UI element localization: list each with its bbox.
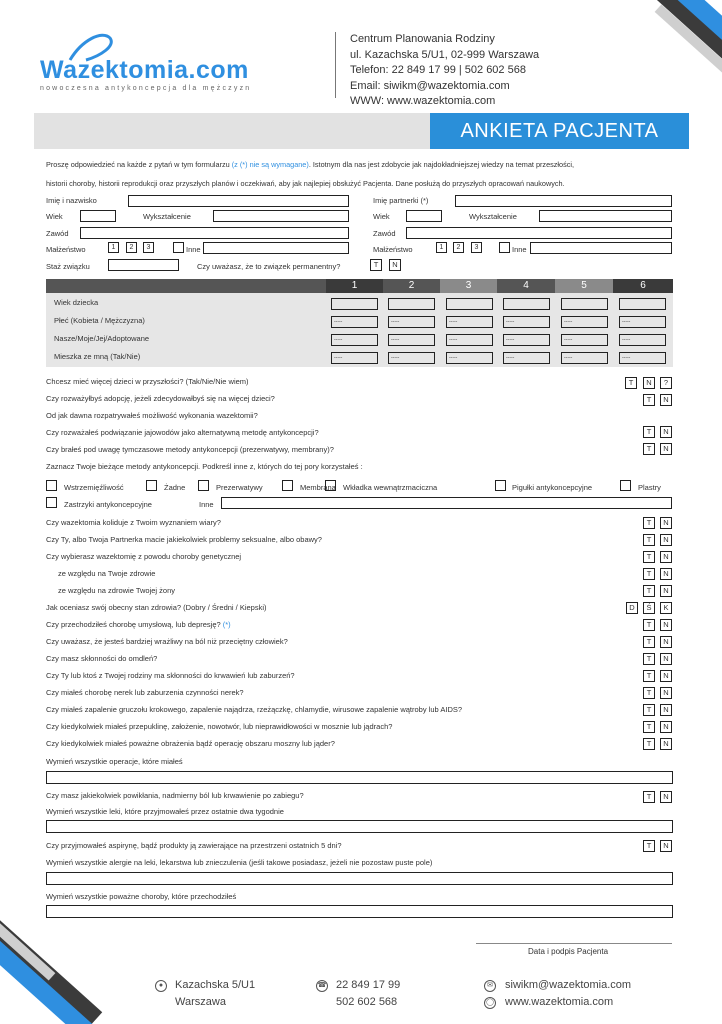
partner-marriage-other-input[interactable]: [530, 242, 672, 254]
question-10-option-1[interactable]: T: [643, 670, 655, 682]
question-text-8: Czy uważasz, że jesteś bardziej wrażliwy na ból niż przeciętny człowiek?: [46, 637, 288, 646]
question-5-option-1[interactable]: T: [643, 585, 655, 597]
child-input-r3-c3[interactable]: -----: [446, 334, 493, 346]
question-text-11: Czy miałeś chorobę nerek lub zaburzenia czynności nerek?: [46, 688, 244, 697]
method-checkbox-5[interactable]: [325, 480, 336, 491]
complications-yes[interactable]: T: [643, 791, 655, 803]
org-email: Email: siwikm@wazektomia.com: [350, 79, 510, 92]
question-12: [46, 705, 462, 714]
method-label-2: Żadne: [164, 483, 186, 492]
question-12-option-2[interactable]: N: [660, 704, 672, 716]
child-input-r2-c6[interactable]: -----: [619, 316, 666, 328]
child-input-r4-c5[interactable]: -----: [561, 352, 608, 364]
partner-marriage-other-label: Inne: [512, 245, 527, 254]
marriage-other-input[interactable]: [203, 242, 349, 254]
question-11: [46, 688, 244, 697]
question-9-option-2[interactable]: N: [660, 653, 672, 665]
method-checkbox-1[interactable]: [46, 480, 57, 491]
question-8-option-1[interactable]: T: [643, 636, 655, 648]
child-input-r1-c6[interactable]: [619, 298, 666, 310]
question-how-long: Od jak dawna rozpatrywałeś możliwość wykonania wazektomii?: [46, 411, 258, 420]
education-input[interactable]: [213, 210, 349, 222]
meds-input[interactable]: [46, 820, 673, 833]
child-row-lives-with: Mieszka ze mną (Tak/Nie): [54, 352, 141, 361]
child-col-2: 2: [383, 279, 440, 293]
child-input-r4-c6[interactable]: -----: [619, 352, 666, 364]
child-input-r1-c5[interactable]: [561, 298, 608, 310]
child-input-r3-c6[interactable]: -----: [619, 334, 666, 346]
question-2-option-2[interactable]: N: [660, 534, 672, 546]
child-input-r2-c3[interactable]: -----: [446, 316, 493, 328]
more-children-yes[interactable]: T: [625, 377, 637, 389]
org-www: WWW: www.wazektomia.com: [350, 95, 496, 107]
name-label: Imię i nazwisko: [46, 196, 97, 205]
question-text-7: Czy przechodziłeś chorobę umysłową, lub depresję?: [46, 620, 223, 629]
child-col-4: 4: [497, 279, 555, 293]
child-col-5: 5: [555, 279, 613, 293]
question-11-option-2[interactable]: N: [660, 687, 672, 699]
child-col-6: 6: [613, 279, 673, 293]
partner-age-label: Wiek: [373, 212, 390, 221]
aspirin-question: Czy przyjmowałeś aspirynę, bądź produkty ją zawierające na przestrzeni ostatnich 5 dni?: [46, 841, 342, 850]
partner-occupation-input[interactable]: [406, 227, 672, 239]
child-input-r4-c3[interactable]: -----: [446, 352, 493, 364]
partner-marriage-other-checkbox[interactable]: [499, 242, 510, 253]
question-temporary: Czy brałeś pod uwagę tymczasowe metody antykoncepcji (prezerwatywy, membrany)?: [46, 445, 334, 454]
more-children-unsure[interactable]: ?: [660, 377, 672, 389]
question-5-option-2[interactable]: N: [660, 585, 672, 597]
method-checkbox-6[interactable]: [495, 480, 506, 491]
question-adoption: Czy rozważyłbyś adopcję, jeżeli zdecydowałbyś się na więcej dzieci?: [46, 394, 275, 403]
question-text-12: Czy miałeś zapalenie gruczołu krokowego, zapalenie najądrza, rzeżączkę, chlamydie, wirusowe zapalenie wątroby lub AIDS?: [46, 705, 463, 714]
question-13: [46, 722, 392, 731]
education-label: Wykształcenie: [143, 212, 191, 221]
question-4: [58, 569, 155, 578]
method-checkbox-4[interactable]: [282, 480, 293, 491]
question-14-option-2[interactable]: N: [660, 738, 672, 750]
logo-tagline: nowoczesna antykoncepcja dla mężczyzn: [40, 85, 252, 92]
question-5: [58, 586, 175, 595]
question-14-option-1[interactable]: T: [643, 738, 655, 750]
logo-text: Wazektomia.com: [40, 56, 249, 84]
child-input-r3-c2[interactable]: -----: [388, 334, 435, 346]
header-contact: [350, 32, 539, 110]
permanent-yes[interactable]: T: [370, 259, 382, 271]
complications-question: Czy masz jakiekolwiek powikłania, nadmierny ból lub krwawienie po zabiegu?: [46, 791, 304, 800]
child-input-r4-c2[interactable]: -----: [388, 352, 435, 364]
child-input-r2-c5[interactable]: -----: [561, 316, 608, 328]
method-checkbox-3[interactable]: [198, 480, 209, 491]
adoption-yes[interactable]: T: [643, 394, 655, 406]
age-label: Wiek: [46, 212, 63, 221]
child-input-r2-c1[interactable]: -----: [331, 316, 378, 328]
partner-marriage-label: Małżeństwo: [373, 245, 413, 254]
question-text-2: Czy Ty, albo Twoja Partnerka macie jakiekolwiek problemy seksualne, albo obawy?: [46, 535, 322, 544]
question-13-option-2[interactable]: N: [660, 721, 672, 733]
question-text-4: ze względu na Twoje zdrowie: [58, 569, 156, 578]
occupation-input[interactable]: [80, 227, 349, 239]
meds-label: Wymień wszystkie leki, które przyjmowałeś przez ostatnie dwa tygodnie: [46, 807, 284, 816]
marriage-label: Małżeństwo: [46, 245, 86, 254]
question-10-option-2[interactable]: N: [660, 670, 672, 682]
aspirin-yes[interactable]: T: [643, 840, 655, 852]
question-text-1: Czy wazektomia koliduje z Twoim wyznaniem wiary?: [46, 518, 221, 527]
operations-label: Wymień wszystkie operacje, które miałeś: [46, 757, 183, 766]
permanent-no[interactable]: N: [389, 259, 401, 271]
question-text-5: ze względu na zdrowie Twojej żony: [58, 586, 176, 595]
partner-marriage-option-2[interactable]: 2: [453, 242, 464, 253]
marriage-other-checkbox[interactable]: [173, 242, 184, 253]
child-input-r1-c3[interactable]: [446, 298, 493, 310]
child-input-r1-c4[interactable]: [503, 298, 550, 310]
question-6: [46, 603, 267, 612]
child-input-r3-c5[interactable]: -----: [561, 334, 608, 346]
partner-marriage-option-1[interactable]: 1: [436, 242, 447, 253]
signature-line[interactable]: [476, 943, 672, 944]
intro-optional-note: (z (*) nie są wymagane): [231, 160, 309, 169]
question-6-option-3[interactable]: K: [660, 602, 672, 614]
globe-icon: ◯: [484, 997, 496, 1009]
marriage-option-3[interactable]: 3: [143, 242, 154, 253]
method-label-5: Wkładka wewnątrzmaciczna: [343, 483, 438, 492]
allergies-label: Wymień wszystkie alergie na leki, lekarstwa lub znieczulenia (jeśli takowe posiadasz, jeżeli nie pozostaw puste pole): [46, 858, 433, 867]
question-9-option-1[interactable]: T: [643, 653, 655, 665]
method-injections-checkbox[interactable]: [46, 497, 57, 508]
method-label-1: Wstrzemięźliwość: [64, 483, 124, 492]
occupation-label: Zawód: [46, 229, 69, 238]
method-other-label: Inne: [199, 500, 214, 509]
marriage-other-label: Inne: [186, 245, 201, 254]
partner-name-input[interactable]: [455, 195, 672, 207]
question-8-option-2[interactable]: N: [660, 636, 672, 648]
footer-address-1: Kazachska 5/U1: [175, 979, 256, 991]
child-input-r1-c1[interactable]: [331, 298, 378, 310]
question-text-3: Czy wybierasz wazektomię z powodu choroby genetycznej: [46, 552, 242, 561]
logo: [40, 56, 251, 92]
child-input-r2-c4[interactable]: -----: [503, 316, 550, 328]
method-checkbox-2[interactable]: [146, 480, 157, 491]
child-row-relation: Nasze/Moje/Jej/Adoptowane: [54, 334, 150, 343]
marriage-option-2[interactable]: 2: [126, 242, 137, 253]
signature-label: Data i podpis Pacjenta: [528, 947, 609, 956]
footer-phone-2: 502 602 568: [336, 996, 398, 1008]
question-11-option-1[interactable]: T: [643, 687, 655, 699]
method-injections-label: Zastrzyki antykoncepcyjne: [64, 500, 152, 509]
child-col-1: 1: [326, 279, 383, 293]
intro-line2: historii choroby, historii reprodukcji oraz przyszłych planów i oczekiwań, aby jak najlepiej obsłużyć Pacjenta. Dane posłużą do przyszłych opracowań naukowych.: [46, 179, 565, 188]
org-phone: Telefon: 22 849 17 99 | 502 602 568: [350, 64, 526, 76]
relationship-input[interactable]: [108, 259, 179, 271]
child-input-r1-c2[interactable]: [388, 298, 435, 310]
diseases-label: Wymień wszystkie poważne choroby, które przechodziłeś: [46, 892, 237, 901]
allergies-input[interactable]: [46, 872, 673, 885]
child-input-r3-c4[interactable]: -----: [503, 334, 550, 346]
aspirin-no[interactable]: N: [660, 840, 672, 852]
question-2-option-1[interactable]: T: [643, 534, 655, 546]
question-tubal: Czy rozważałeś podwiązanie jajowodów jako alternatywną metodę antykoncepcji?: [46, 428, 319, 437]
question-7-option-2[interactable]: N: [660, 619, 672, 631]
partner-name-label: Imię partnerki (*): [373, 196, 429, 205]
question-9: [46, 654, 157, 663]
question-8: [46, 637, 288, 646]
age-input[interactable]: [80, 210, 116, 222]
form-title: ANKIETA PACJENTA: [460, 120, 659, 142]
child-input-r4-c1[interactable]: -----: [331, 352, 378, 364]
partner-education-label: Wykształcenie: [469, 212, 517, 221]
child-row-age: Wiek dziecka: [54, 298, 99, 307]
question-text-9: Czy masz skłonności do omdleń?: [46, 654, 158, 663]
child-row-gender: Płeć (Kobieta / Mężczyzna): [54, 316, 145, 325]
footer-address-2: Warszawa: [175, 996, 226, 1008]
method-other-input[interactable]: [221, 497, 672, 509]
question-4-option-2[interactable]: N: [660, 568, 672, 580]
children-head-fill: [46, 279, 326, 293]
diseases-input[interactable]: [46, 905, 673, 918]
adoption-no[interactable]: N: [660, 394, 672, 406]
phone-icon: ☎: [316, 980, 328, 992]
method-label-4: Membrana: [300, 483, 336, 492]
title-bar: [430, 113, 689, 149]
question-6-option-1[interactable]: D: [626, 602, 638, 614]
temporary-no[interactable]: N: [660, 443, 672, 455]
child-input-r3-c1[interactable]: -----: [331, 334, 378, 346]
partner-occupation-label: Zawód: [373, 229, 396, 238]
tubal-yes[interactable]: T: [643, 426, 655, 438]
question-2: [46, 535, 322, 544]
question-3: [46, 552, 241, 561]
map-pin-icon: ●: [155, 980, 167, 992]
intro-line1: [46, 160, 574, 169]
method-label-7: Plastry: [638, 483, 661, 492]
tubal-no[interactable]: N: [660, 426, 672, 438]
question-7: [46, 620, 231, 629]
question-3-option-1[interactable]: T: [643, 551, 655, 563]
question-text-14: Czy kiedykolwiek miałeś poważne obrażenia bądź operację obszaru moszny lub jąder?: [46, 739, 335, 748]
name-input[interactable]: [128, 195, 349, 207]
question-10: [46, 671, 295, 680]
footer-phone-1: 22 849 17 99: [336, 979, 401, 991]
org-name: Centrum Planowania Rodziny: [350, 33, 495, 45]
question-13-option-1[interactable]: T: [643, 721, 655, 733]
logo-mark-icon: [62, 30, 122, 70]
optional-marker: (*): [222, 620, 231, 629]
method-checkbox-7[interactable]: [620, 480, 631, 491]
marriage-option-1[interactable]: 1: [108, 242, 119, 253]
intro-line1-a: Proszę odpowiedzieć na każde z pytań w tym formularzu: [46, 160, 232, 169]
org-address: ul. Kazachska 5/U1, 02-999 Warszawa: [350, 48, 540, 61]
question-more-children: Chcesz mieć więcej dzieci w przyszłości? (Tak/Nie/Nie wiem): [46, 377, 249, 386]
email-icon: ✉: [484, 980, 496, 992]
contraception-prompt: Zaznacz Twoje bieżące metody antykoncepcji. Podkreśl inne z, których do tej pory korzystałeś :: [46, 462, 363, 471]
question-4-option-1[interactable]: T: [643, 568, 655, 580]
more-children-no[interactable]: N: [643, 377, 655, 389]
question-1: [46, 518, 221, 527]
operations-input[interactable]: [46, 771, 673, 784]
footer-www[interactable]: www.wazektomia.com: [505, 996, 614, 1008]
title-bar-grey: [34, 113, 430, 149]
footer-email[interactable]: siwikm@wazektomia.com: [505, 979, 632, 991]
question-text-10: Czy Ty lub ktoś z Twojej rodziny ma skłonności do krwawień lub zaburzeń?: [46, 671, 295, 680]
partner-marriage-option-3[interactable]: 3: [471, 242, 482, 253]
question-3-option-2[interactable]: N: [660, 551, 672, 563]
question-14: [46, 739, 335, 748]
child-input-r2-c2[interactable]: -----: [388, 316, 435, 328]
question-7-option-1[interactable]: T: [643, 619, 655, 631]
partner-education-input[interactable]: [539, 210, 672, 222]
child-col-3: 3: [440, 279, 497, 293]
relationship-label: Staż związku: [46, 262, 90, 271]
question-text-13: Czy kiedykolwiek miałeś przepuklinę, założenie, nowotwór, lub nieprawidłowości w mosznie lub jądrach?: [46, 722, 393, 731]
question-1-option-2[interactable]: N: [660, 517, 672, 529]
child-input-r4-c4[interactable]: -----: [503, 352, 550, 364]
question-1-option-1[interactable]: T: [643, 517, 655, 529]
permanent-question: Czy uważasz, że to związek permanentny?: [197, 262, 341, 271]
temporary-yes[interactable]: T: [643, 443, 655, 455]
question-6-option-2[interactable]: Ś: [643, 602, 655, 614]
partner-age-input[interactable]: [406, 210, 442, 222]
method-label-6: Pigułki antykoncepcyjne: [512, 483, 593, 492]
complications-no[interactable]: N: [660, 791, 672, 803]
question-text-6: Jak oceniasz swój obecny stan zdrowia? (Dobry / Średni / Kiepski): [46, 603, 267, 612]
method-label-3: Prezerwatywy: [216, 483, 263, 492]
question-12-option-1[interactable]: T: [643, 704, 655, 716]
intro-line1-b: . Istotnym dla nas jest zdobycie jak najdokładniejszej wiedzy na temat przeszłości,: [308, 160, 575, 169]
header-divider: [335, 32, 336, 98]
